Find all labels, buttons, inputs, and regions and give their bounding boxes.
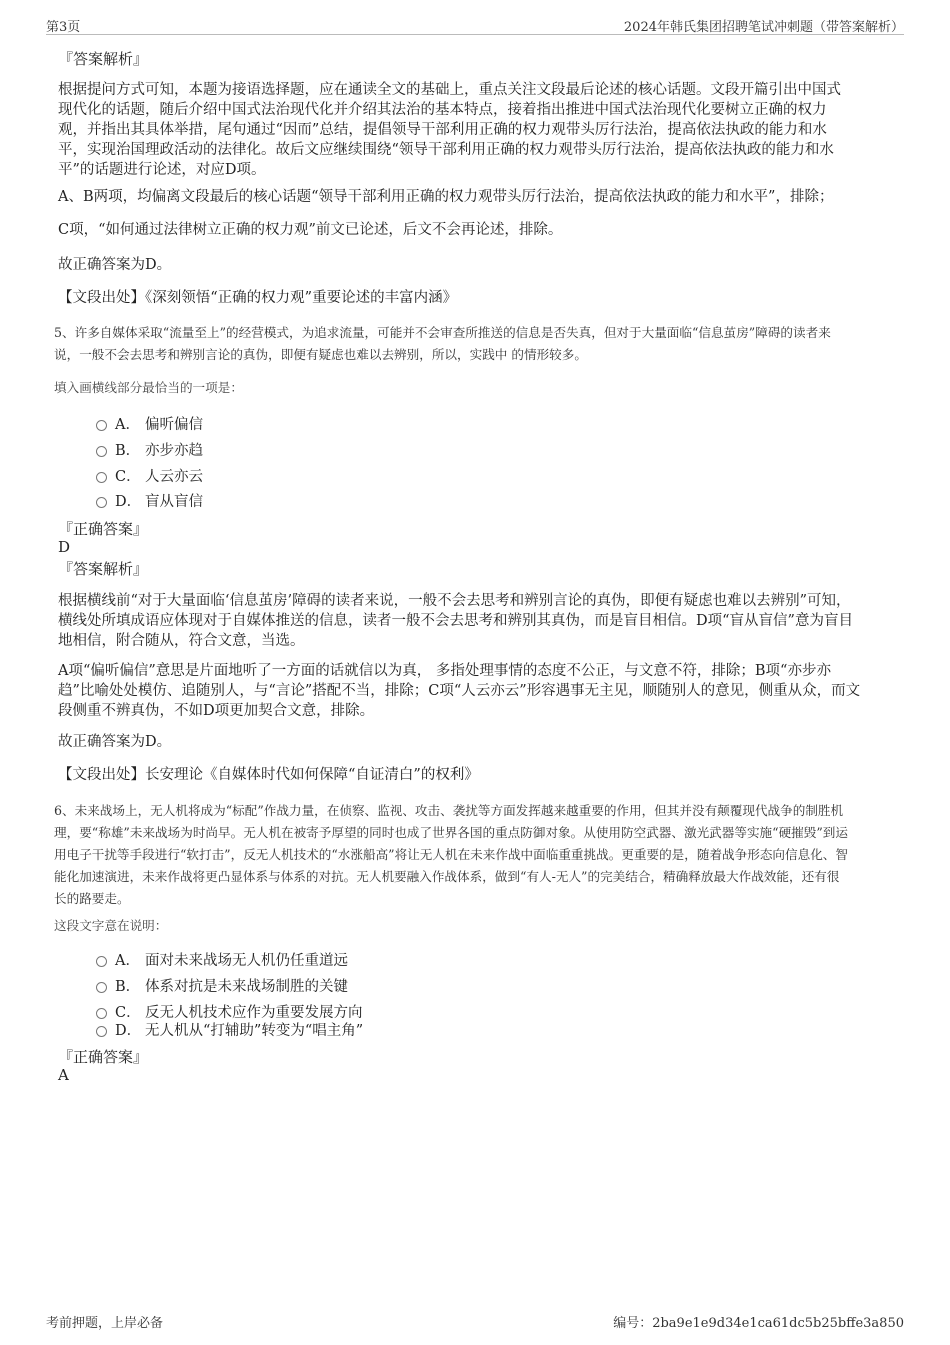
q6-option-b[interactable]: B． 体系对抗是未来战场制胜的关键 — [96, 975, 348, 995]
text-line: 趋”比喻处处模仿、追随别人，与“言论”搭配不当，排除；C项“人云亦云”形容遇事无主见，顺随别人的意见，侧重从众，而文 — [58, 683, 861, 699]
text-line: 能化加速演进，未来作战将更凸显体系与体系的对抗。无人机要融入作战体系，做到“有人-无人”的完美结合，精确释放最大作战效能，还有很 — [54, 869, 840, 884]
footer-slogan: 考前押题，上岸必备 — [46, 1316, 164, 1331]
text-line: 观，并指出其具体举措，尾句通过“因而”总结，提倡领导干部利用正确的权力观带头厉行法治，提高依法执政的能力和水 — [58, 122, 827, 138]
q4-exclude-c: C项，“如何通过法律树立正确的权力观”前文已论述，后文不会再论述，排除。 — [58, 222, 563, 238]
q6-answer: A — [58, 1066, 69, 1084]
document-code: 编号：2ba9e1e9d34e1ca61dc5b25bffe3a850 — [613, 1316, 904, 1331]
q5-source: 【文段出处】长安理论《自媒体时代如何保障“自证清白”的权利》 — [58, 767, 479, 783]
text-line: 平，实现治国理政活动的法律化。故后文应继续围绕“领导干部利用正确的权力观带头厉行法治，提高依法执政的能力和水 — [58, 142, 834, 158]
q5-answer-label: 『正确答案』 — [58, 520, 149, 538]
text-line: 平”的话题进行论述，对应D项。 — [58, 162, 266, 178]
radio-icon[interactable] — [96, 1008, 107, 1019]
radio-icon[interactable] — [96, 420, 107, 431]
q5-answer: D — [58, 538, 71, 556]
q4-exclude-ab: A、B两项，均偏离文段最后的核心话题“领导干部利用正确的权力观带头厉行法治，提高依法执政的能力和水平”，排除； — [58, 189, 834, 205]
document-title: 2024年韩氏集团招聘笔试冲刺题（带答案解析） — [623, 20, 904, 35]
text-line: 段侧重不辨真伪，不如D项更加契合文意，排除。 — [58, 703, 375, 719]
q6-prompt: 这段文字意在说明： — [54, 918, 168, 933]
q6-option-a[interactable]: A． 面对未来战场无人机仍任重道远 — [96, 949, 348, 969]
q4-analysis — [58, 80, 893, 180]
q5-exclude — [58, 661, 893, 721]
q5-option-c[interactable]: C． 人云亦云 — [96, 465, 203, 485]
text-line: 6、未来战场上，无人机将成为“标配”作战力量，在侦察、监视、攻击、袭扰等方面发挥越来越重要的作用，但其并没有颠覆现代战争的制胜机 — [54, 803, 844, 818]
text-line: 用电子干扰等手段进行“软打击”，反无人机技术的“水涨船高”将让无人机在未来作战中面临重重挑战。更重要的是，随着战争形态向信息化、智 — [54, 847, 848, 862]
q5-prompt: 填入画横线部分最恰当的一项是： — [54, 380, 243, 395]
q5-option-a[interactable]: A． 偏听偏信 — [96, 413, 203, 433]
q6-answer-label: 『正确答案』 — [58, 1048, 149, 1066]
q5-option-d[interactable]: D． 盲从盲信 — [96, 490, 203, 510]
radio-icon[interactable] — [96, 446, 107, 457]
text-line: 长的路要走。 — [54, 891, 130, 906]
q6-option-c[interactable]: C． 反无人机技术应作为重要发展方向 — [96, 1001, 363, 1021]
page-header — [46, 14, 904, 35]
text-line: 地相信，附合随从，符合文意，当选。 — [58, 633, 305, 649]
text-line: 根据提问方式可知，本题为接语选择题，应在通读全文的基础上，重点关注文段最后论述的核心话题。文段开篇引出中国式 — [58, 82, 841, 98]
q5-option-b[interactable]: B． 亦步亦趋 — [96, 439, 203, 459]
q5-analysis — [58, 591, 893, 651]
radio-icon[interactable] — [96, 1026, 107, 1037]
text-line: A项“偏听偏信”意思是片面地听了一方面的话就信以为真， 多指处理事情的态度不公正，与文意不符，排除；B项“亦步亦 — [58, 663, 831, 679]
page-number: 第3页 — [46, 20, 81, 35]
text-line: 理，要“称雄”未来战场为时尚早。无人机在被寄予厚望的同时也成了世界各国的重点防御对象。从使用防空武器、激光武器等实施“硬摧毁”到运 — [54, 825, 848, 840]
q5-analysis-label: 『答案解析』 — [58, 560, 149, 578]
text-line: 现代化的话题，随后介绍中国式法治现代化并介绍其法治的基本特点，接着指出推进中国式法治现代化要树立正确的权力 — [58, 102, 827, 118]
radio-icon[interactable] — [96, 497, 107, 508]
radio-icon[interactable] — [96, 472, 107, 483]
q4-source: 【文段出处】《深刻领悟“正确的权力观”重要论述的丰富内涵》 — [58, 290, 458, 306]
q5-conclusion: 故正确答案为D。 — [58, 734, 172, 750]
q6-question — [54, 800, 904, 910]
text-line: 根据横线前“对于大量面临‘信息茧房’障碍的读者来说，一般不会去思考和辨别言论的真伪，即便有疑虑也难以去辨别”可知， — [58, 593, 851, 609]
q6-option-d[interactable]: D． 无人机从“打辅助”转变为“唱主角” — [96, 1019, 363, 1039]
q4-analysis-label: 『答案解析』 — [58, 50, 149, 68]
text-line: 说，一般不会去思考和辨别言论的真伪，即便有疑虑也难以去辨别，所以，实践中 的情形较多。 — [54, 347, 587, 362]
page-footer — [46, 1312, 904, 1332]
radio-icon[interactable] — [96, 956, 107, 967]
text-line: 5、许多自媒体采取“流量至上”的经营模式，为追求流量，可能并不会审查所推送的信息是否失真，但对于大量面临“信息茧房”障碍的读者来 — [54, 325, 831, 340]
radio-icon[interactable] — [96, 982, 107, 993]
q5-question — [54, 322, 904, 366]
text-line: 横线处所填成语应体现对于自媒体推送的信息，读者一般不会去思考和辨别其真伪，而是盲目相信。D项“盲从盲信”意为盲目 — [58, 613, 853, 629]
q4-conclusion: 故正确答案为D。 — [58, 257, 172, 273]
